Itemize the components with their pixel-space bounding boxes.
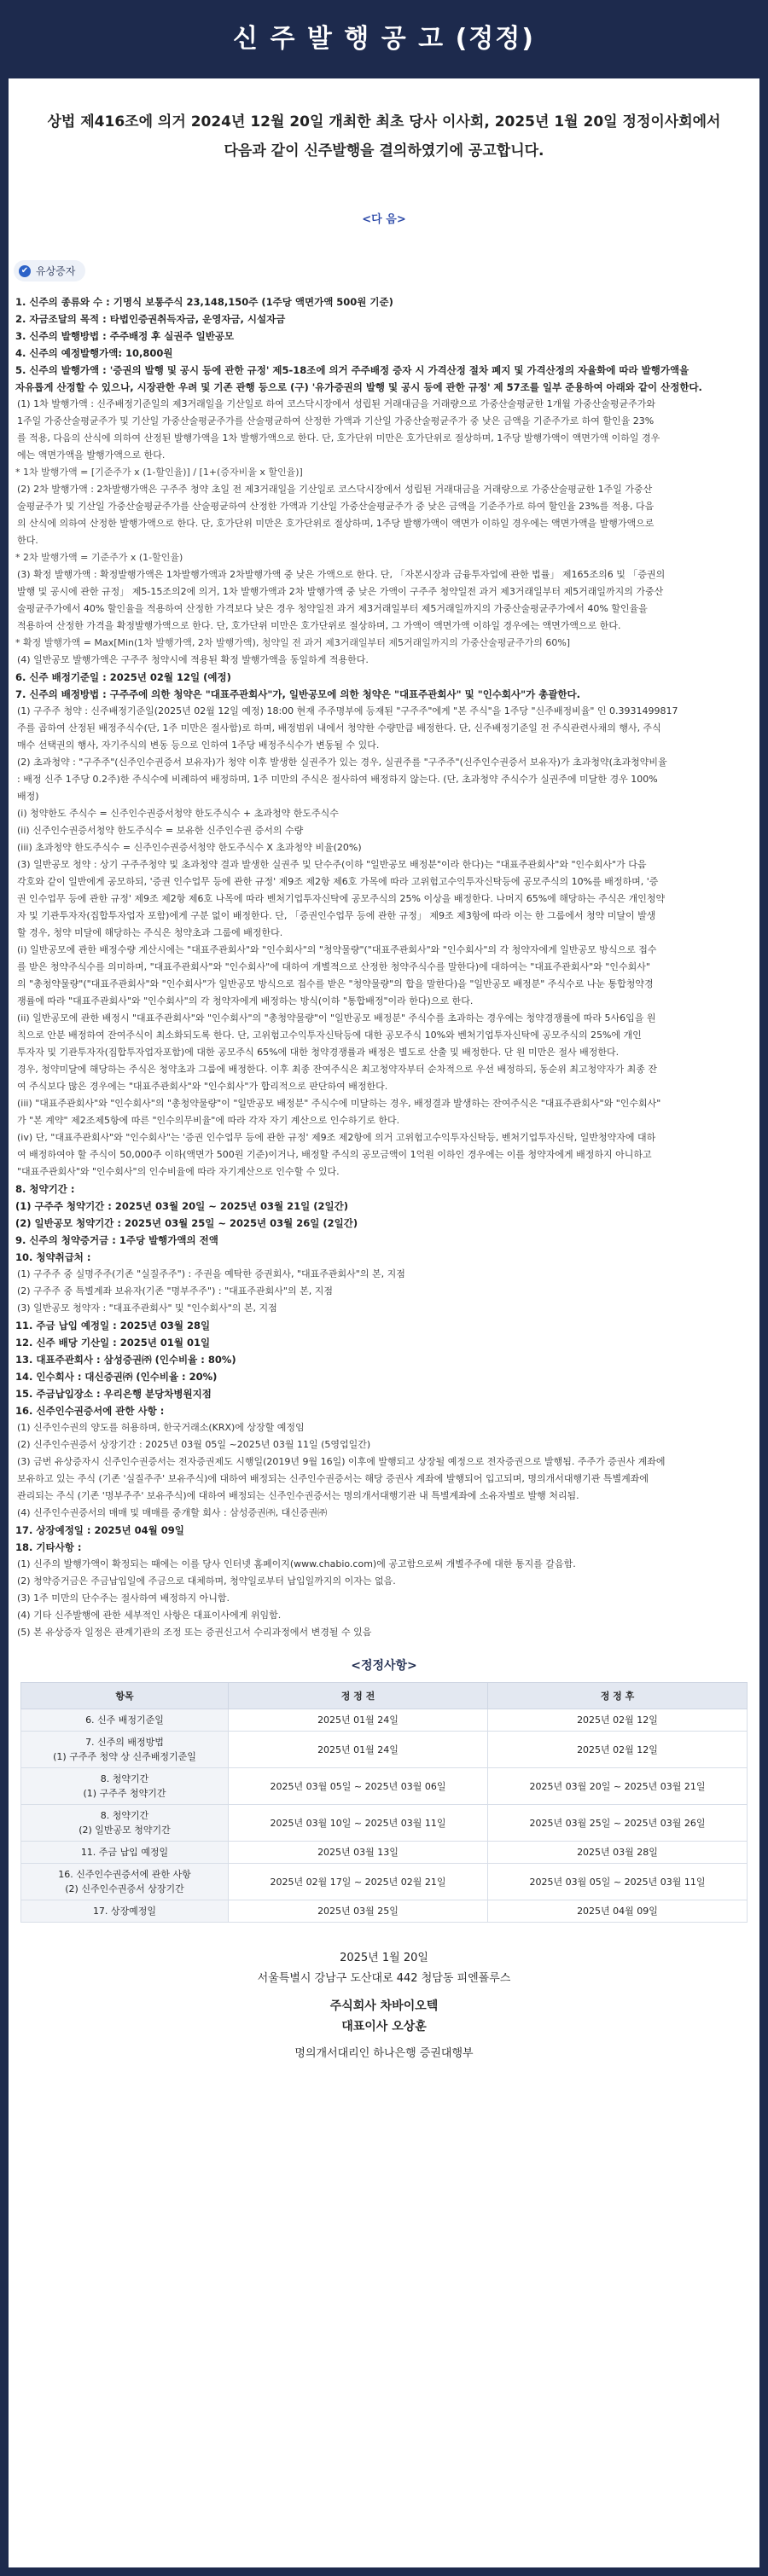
- notice-item-line: 7. 신주의 배정방법 : 구주주에 의한 청약은 "대표주관회사"가, 일반공모에 의한 청약은 "대표주관회사" 및 "인수회사"가 총괄한다.: [15, 688, 581, 700]
- notice-sub-line: (iii) "대표주관회사"와 "인수회사"의 "총청약물량"이 "일반공모 배정분" 주식수에 미달하는 경우, 배정결과 발생하는 잔여주식은 "대표주관회사"와 "인수회사": [17, 1098, 661, 1109]
- table-cell-line: 16. 신주인수권증서에 관한 사항: [58, 1869, 191, 1880]
- notice-sub-line: 투자자 및 기관투자자(집합투자업자포함)에 대한 공모주식 65%에 대한 청약경쟁률과 배정은 별도로 산출 및 배정한다. 단 원 미만은 절사 배정한다.: [17, 1047, 620, 1058]
- notice-sub-line: 술평균주가에서 40% 할인율을 적용하여 산정한 가격보다 낮은 경우 청약일전 과거 제3거래일부터 제5거래일까지의 가중산술평균주가에서 40% 할인율을: [17, 603, 648, 614]
- table-cell-label: [21, 1900, 229, 1923]
- page-title: 신 주 발 행 공 고 (정정): [0, 0, 768, 78]
- column-header-after: 정 정 후: [488, 1683, 748, 1709]
- notice-sub-line: 보유하고 있는 주식 (기존 '실질주주' 보유주식)에 대하여 배정되는 신주인수권증서는 해당 증권사 계좌에 발행되어 입고되며, 명의개서대행기관 특별계좌에: [17, 1473, 649, 1484]
- notice-sub-line: (2) 청약증거금은 주금납입일에 주금으로 대체하며, 청약일로부터 납입일까지의 이자는 없음.: [17, 1575, 396, 1587]
- notice-sub-line: (1) 1차 발행가액 : 신주배정기준일의 제3거래일을 기산일로 하여 코스닥시장에서 성립된 거래대금을 거래량으로 가중산술평균한 1개월 가중산술평균주가와: [17, 398, 656, 409]
- notice-sub-line: "대표주관회사"와 "인수회사"의 인수비율에 따라 자기계산으로 인수할 수 있다.: [17, 1166, 340, 1177]
- notice-item-line: 11. 주금 납입 예정일 : 2025년 03월 28일: [15, 1320, 211, 1332]
- notice-item-line: 4. 신주의 예정발행가액: 10,800원: [15, 347, 173, 359]
- table-row: [21, 1842, 748, 1864]
- notice-sub-line: (4) 신주인수권증서의 매매 및 매매를 중개할 회사 : 삼성증권㈜, 대신증권㈜: [17, 1507, 328, 1518]
- table-cell-label: [21, 1768, 229, 1805]
- notice-footer: [9, 1948, 759, 2064]
- notice-sub-line: 에는 액면가액을 발행가액으로 한다.: [17, 450, 166, 461]
- notice-sub-line: (1) 구주주 중 실명주주(기존 "실질주주") : 주권을 예탁한 증권회사, "대표주관회사"의 본, 지점: [17, 1268, 405, 1279]
- notice-sub-line: 여 주식보다 많은 경우에는 "대표주관회사"와 "인수회사"가 합리적으로 판단하여 배정한다.: [17, 1081, 388, 1092]
- table-cell-line: 2025년 03월 25일: [317, 1906, 399, 1917]
- notice-sub-line: (5) 본 유상증자 일정은 관계기관의 조정 또는 증권신고서 수리과정에서 변경될 수 있음: [17, 1627, 372, 1638]
- notice-sub-line: (2) 2차 발행가액 : 2차발행가액은 구주주 청약 초일 전 제3거래일을 기산일로 코스닥시장에서 성립된 거래대금을 거래량으로 가중산술평균한 1주일 가중산: [17, 484, 653, 495]
- notice-sub-line: (1) 신주인수권의 양도를 허용하며, 한국거래소(KRX)에 상장할 예정임: [17, 1422, 305, 1433]
- notice-sub-line: (iii) 초과청약 한도주식수 = 신주인수권증서청약 한도주식수 X 초과청약 비율(20%): [17, 842, 362, 853]
- notice-sub-line: 여 배정하여야 할 주식이 50,000주 이하(액면가 500원 기준)이거나, 배정할 주식의 공모금액이 1억원 이하인 경우에는 이를 청약자에게 배정하지 아니하고: [17, 1149, 652, 1160]
- table-cell-line: 2025년 03월 25일 ~ 2025년 03월 26일: [529, 1817, 706, 1829]
- table-cell-after: [488, 1900, 748, 1923]
- notice-sub-line: 의 산식에 의하여 산정한 발행가액으로 한다. 단, 호가단위 미만은 호가단위로 절상하며, 1주당 발행가액이 액면가 이하일 경우에는 액면가액을 발행가액으로: [17, 518, 655, 529]
- notice-sub-line: 칙으로 안분 배정하여 잔여주식이 최소화되도록 한다. 단, 고위험고수익투자신탁등에 대한 공모주식 10%와 벤처기업투자신탁에 공모주식의 25%에 개인: [17, 1030, 642, 1041]
- notice-formula-line: * 1차 발행가액 = [기준주가 x (1-할인율)] / [1+(증자비율 x 할인율)]: [15, 467, 303, 478]
- table-cell-line: (1) 구주주 청약 상 신주배정기준일: [53, 1751, 196, 1762]
- table-row: [21, 1709, 748, 1732]
- check-circle-icon: ✔: [19, 265, 31, 277]
- changes-table-header-row: [21, 1683, 748, 1709]
- notice-sub-line: 할 경우, 청약 미달에 해당하는 주식은 청약초과 그룹에 배정한다.: [17, 927, 283, 938]
- lead-paragraph: [9, 78, 759, 165]
- table-cell-line: 2025년 02월 12일: [577, 1714, 658, 1726]
- table-row: [21, 1900, 748, 1923]
- notice-item-line: 5. 신주의 발행가액 : '증권의 발행 및 공시 등에 관한 규정' 제5-18조에 의거 주주배정 증자 시 가격산정 절차 폐지 및 가격산정의 자율화에 따라 발행가액을: [15, 364, 689, 376]
- table-cell-line: 2025년 02월 12일: [577, 1743, 658, 1755]
- notice-sub-line: (ii) 일반공모에 관한 배정시 "대표주관회사"와 "인수회사"의 "총청약물량"이 "일반공모 배정분" 주식수를 초과하는 경우에는 청약경쟁률에 따라 5사6입을 원: [17, 1012, 656, 1024]
- notice-sub-line: (2) 초과청약 : "구주주"(신주인수권증서 보유자)가 청약 이후 발생한 실권주가 있는 경우, 실권주를 "구주주"(신주인수권증서 보유자)가 초과청약(초과청약비율: [17, 757, 667, 768]
- company-address: 서울특별시 강남구 도산대로 442 청담동 피엔폴루스: [257, 1972, 511, 1985]
- ceo-name: 대표이사 오상훈: [341, 2020, 427, 2034]
- table-cell-line: (2) 일반공모 청약기간: [79, 1825, 171, 1836]
- notice-item-line: (1) 구주주 청약기간 : 2025년 03월 20일 ~ 2025년 03월 21일 (2일간): [15, 1200, 348, 1212]
- table-cell-after: [488, 1805, 748, 1842]
- notice-item-line: 17. 상장예정일 : 2025년 04월 09일: [15, 1524, 184, 1536]
- notice-sub-line: 관리되는 주식 (기존 '명부주주' 보유주식)에 대하여 배정되는 신주인수권증서는 명의개서대행기관 내 특별계좌에 소유자별로 발행 처리됨.: [17, 1490, 579, 1501]
- notice-item-line: 6. 신주 배정기준일 : 2025년 02월 12일 (예정): [15, 671, 231, 683]
- column-header-item: 항목: [21, 1683, 229, 1709]
- notice-sub-line: 각호와 같이 일반에게 공모하되, '증권 인수업무 등에 관한 규정' 제9조 제2항 제6호 가목에 따라 고위험고수익투자신탁등에 공모주식의 10%를 배정하며, '증: [17, 876, 659, 887]
- notice-sub-line: (2) 신주인수권증서 상장기간 : 2025년 03월 05일 ~2025년 03월 11일 (5영업일간): [17, 1439, 371, 1450]
- notice-item-line: 1. 신주의 종류와 수 : 기명식 보통주식 23,148,150주 (1주당 액면가액 500원 기준): [15, 296, 393, 308]
- table-cell-before: [229, 1805, 488, 1842]
- table-cell-line: 2025년 03월 13일: [317, 1847, 399, 1858]
- table-cell-after: [488, 1842, 748, 1864]
- table-cell-line: (1) 구주주 청약기간: [83, 1788, 166, 1799]
- notice-sub-line: (iv) 단, "대표주관회사"와 "인수회사"는 '증권 인수업무 등에 관한 규정' 제9조 제2항에 의거 고위험고수익투자신탁등, 벤처기업투자신탁, 일반청약자에 대하: [17, 1132, 656, 1143]
- notice-sub-line: 매수 선택권의 행사, 자기주식의 변동 등으로 인하여 1주당 배정주식수가 변동될 수 있다.: [17, 740, 380, 751]
- notice-sub-line: (4) 기타 신주발행에 관한 세부적인 사항은 대표이사에게 위임함.: [17, 1610, 282, 1621]
- lead-line-1: 상법 제416조에 의거 2024년 12월 20일 개최한 최초 당사 이사회, 2025년 1월 20일 정정이사회에서: [47, 113, 721, 131]
- table-cell-line: 6. 신주 배정기준일: [85, 1714, 164, 1726]
- notice-sub-line: 경우, 청약미달에 해당하는 주식은 청약초과 그룹에 배정한다. 이후 최종 잔여주식은 최고청약자부터 순차적으로 우선 배정하되, 동순위 최고청약자가 최종 잔: [17, 1064, 657, 1075]
- notice-item-line: 2. 자금조달의 목적 : 타법인증권취득자금, 운영자금, 시설자금: [15, 313, 286, 325]
- table-cell-label: [21, 1842, 229, 1864]
- notice-sub-line: 주를 곱하여 산정된 배정주식수(단, 1주 미만은 절사함)로 하며, 배정범위 내에서 청약한 수량만큼 배정한다. 단, 신주배정기준일 전 주식관련사채의 행사, 주식: [17, 722, 661, 734]
- notice-sub-line: (1) 구주주 청약 : 신주배정기준일(2025년 02월 12일 예정) 18:00 현재 주주명부에 등재된 "구주주"에게 "본 주식"을 1주당 "신주배정비율" 인 0.3931499817: [17, 705, 678, 717]
- notice-body: [15, 293, 753, 1641]
- notice-sub-line: (ii) 신주인수권증서청약 한도주식수 = 보유한 신주인수권 증서의 수량: [17, 825, 304, 836]
- table-cell-before: [229, 1732, 488, 1768]
- transfer-agent: 명의개서대리인 하나은행 증권대행부: [294, 2047, 474, 2060]
- notice-item-line: 16. 신주인수권증서에 관한 사항 :: [15, 1405, 165, 1417]
- table-row: [21, 1864, 748, 1900]
- notice-sub-line: 1주일 가중산술평균주가 및 기산일 가중산술평균주가를 산술평균하여 산정한 가액과 기산일 가중산술평균주가 중 낮은 금액을 기준주가로 하여 할인율 23%: [17, 415, 655, 426]
- notice-item-line: 18. 기타사항 :: [15, 1541, 82, 1553]
- notice-sub-line: 적용하여 산정한 가격을 확정발행가액으로 한다. 단, 호가단위 미만은 호가단위로 절상하며, 그 가액이 액면가액 이하일 경우에는 액면가액으로 한다.: [17, 620, 621, 631]
- notice-item-line: 13. 대표주관회사 : 삼성증권㈜ (인수비율 : 80%): [15, 1354, 236, 1366]
- notice-sub-line: 배정): [17, 791, 39, 802]
- notice-formula-line: * 2차 발행가액 = 기준주가 x (1-할인율): [15, 552, 183, 563]
- notice-sub-line: (i) 청약한도 주식수 = 신주인수권증서청약 한도주식수 + 초과청약 한도주식수: [17, 808, 339, 819]
- notice-sub-line: 발행 및 공시에 관한 규정」 제5-15조의2에 의거, 1차 발행가액과 2차 발행가액 중 낮은 가액이 구주주 청약일전 과거 제3거래일부터 제5거래일까지의 가중산: [17, 586, 664, 597]
- table-cell-line: 2025년 01월 24일: [317, 1714, 399, 1726]
- notice-item-line: 3. 신주의 발행방법 : 주주배정 후 실권주 일반공모: [15, 330, 235, 342]
- notice-sub-line: (2) 구주주 중 특별계좌 보유자(기존 "명부주주") : "대표주관회사"의 본, 지점: [17, 1285, 333, 1297]
- notice-sub-line: 한다.: [17, 535, 38, 546]
- table-cell-before: [229, 1709, 488, 1732]
- table-cell-line: 2025년 01월 24일: [317, 1743, 399, 1755]
- notice-sub-line: 가 "본 계약" 제2조제5항에 따른 "인수의무비율"에 따라 각자 자기 계산으로 인수하기로 한다.: [17, 1115, 400, 1126]
- notice-sub-line: (3) 일반공모 청약 : 상기 구주주청약 및 초과청약 결과 발생한 실권주 및 단수주(이하 "일반공모 배정분"이라 한다)는 "대표주관회사"와 "인수회사"가 다음: [17, 859, 647, 870]
- table-cell-line: 2025년 03월 05일 ~ 2025년 03월 11일: [529, 1876, 706, 1888]
- table-cell-after: [488, 1709, 748, 1732]
- changes-title: <정정사항>: [351, 1659, 417, 1673]
- notice-item-line: 12. 신주 배당 기산일 : 2025년 01월 01일: [15, 1337, 211, 1349]
- notice-sub-line: (4) 일반공모 발행가액은 구주주 청약시에 적용된 확정 발행가액을 동일하게 적용한다.: [17, 654, 369, 665]
- notice-document: [9, 78, 759, 2567]
- table-cell-before: [229, 1900, 488, 1923]
- lead-line-2: 다음과 같이 신주발행을 결의하였기에 공고합니다.: [224, 142, 544, 160]
- table-cell-before: [229, 1842, 488, 1864]
- table-row: [21, 1768, 748, 1805]
- table-cell-line: 2025년 03월 20일 ~ 2025년 03월 21일: [529, 1780, 706, 1792]
- notice-sub-line: 술평균주가 및 기산일 가중산술평균주가를 산술평균하여 산정한 가액과 기산일 가중산술평균주가 중 낮은 금액을 기준주가로 하여 할인율 23%를 적용, 다음: [17, 501, 655, 512]
- notice-sub-line: (i) 일반공모에 관한 배정수량 계산시에는 "대표주관회사"와 "인수회사"의 "청약물량"("대표주관회사"와 "인수회사"의 각 청약자에게 일반공모 방식으로 접수: [17, 944, 657, 955]
- notice-item-line: 8. 청약기간 :: [15, 1183, 75, 1195]
- notice-item-line: 자유롭게 산정할 수 있으나, 시장관한 우려 및 기존 관행 등으로 (구) '유가증권의 발행 및 공시 등에 관한 규정' 제 57조를 일부 준용하여 아래와 같이 산정한다.: [15, 381, 702, 393]
- category-badge-label: 유상증자: [36, 265, 76, 277]
- notice-sub-line: 권 인수업무 등에 관한 규정' 제9조 제2항 제6호 나목에 따라 벤처기업투자신탁에 공모주식의 25% 이상을 배정한다. 나머지 65%에 해당하는 주식은 개인청약: [17, 893, 666, 904]
- table-cell-line: 7. 신주의 배정방법: [85, 1737, 164, 1748]
- table-cell-after: [488, 1768, 748, 1805]
- table-cell-before: [229, 1768, 488, 1805]
- table-cell-line: 2025년 03월 10일 ~ 2025년 03월 11일: [270, 1817, 446, 1829]
- notice-sub-line: 를 적용, 다음의 산식에 의하여 산정된 발행가액을 1차 발행가액으로 한다. 단, 호가단위 미만은 호가단위로 절상하며, 1주당 발행가액이 액면가액 이하일 경우: [17, 432, 660, 444]
- notice-sub-line: : 배정 신주 1주당 0.2주)한 주식수에 비례하여 배정하며, 1주 미만의 주식은 절사하여 배정하지 않는다. (단, 초과청약 주식수가 실권주에 미달한 경우 100%: [17, 774, 658, 785]
- table-cell-line: 8. 청약기간: [100, 1773, 149, 1784]
- table-cell-after: [488, 1732, 748, 1768]
- table-cell-line: 2025년 04월 09일: [577, 1906, 658, 1917]
- table-row: [21, 1805, 748, 1842]
- notice-sub-line: (1) 신주의 발행가액이 확정되는 때에는 이를 당사 인터넷 홈페이지(www.chabio.com)에 공고함으로써 개별주주에 대한 통지를 갈음함.: [17, 1558, 576, 1569]
- notice-sub-line: (3) 1주 미만의 단수주는 절사하여 배정하지 아니함.: [17, 1593, 230, 1604]
- notice-sub-line: (3) 확정 발행가액 : 확정발행가액은 1차발행가액과 2차발행가액 중 낮은 가액으로 한다. 단, 「자본시장과 금융투자업에 관한 법률」 제165조의6 및 「증권의: [17, 569, 666, 580]
- table-cell-before: [229, 1864, 488, 1900]
- notice-date: 2025년 1월 20일: [340, 1952, 428, 1964]
- section-heading-details: <다 음>: [362, 213, 406, 226]
- table-cell-line: 11. 주금 납입 예정일: [80, 1847, 169, 1858]
- table-cell-line: 8. 청약기간: [100, 1810, 149, 1821]
- notice-item-line: 10. 청약취급처 :: [15, 1251, 91, 1263]
- column-header-before: 정 정 전: [229, 1683, 488, 1709]
- table-cell-line: (2) 신주인수권증서 상장기간: [65, 1883, 184, 1894]
- category-badge: [14, 260, 85, 281]
- table-cell-label: [21, 1732, 229, 1768]
- notice-item-line: 14. 인수회사 : 대신증권㈜ (인수비율 : 20%): [15, 1371, 218, 1383]
- table-cell-line: 17. 상장예정일: [92, 1906, 157, 1917]
- changes-table: [20, 1682, 748, 1923]
- notice-sub-line: 를 받은 청약주식수를 의미하며, "대표주관회사"와 "인수회사"에 대하여 개별적으로 산정한 청약주식수를 말한다)에 대하여는 "대표주관회사"와 "인수회사": [17, 961, 650, 972]
- company-name: 주식회사 차바이오텍: [329, 1999, 439, 2013]
- table-cell-label: [21, 1805, 229, 1842]
- table-cell-after: [488, 1864, 748, 1900]
- notice-formula-line: * 확정 발행가액 = Max[Min(1차 발행가액, 2차 발행가액), 청약일 전 과거 제3거래일부터 제5거래일까지의 가중산술평균주가의 60%]: [15, 637, 571, 648]
- table-cell-label: [21, 1709, 229, 1732]
- notice-sub-line: 자 및 기관투자자(집합투자업자 포함)에게 구분 없이 배정한다. 단, 「증권인수업무 등에 관한 규정」 제9조 제3항에 따라 이는 한 그룹에서 청약 미달이 발생: [17, 910, 656, 921]
- notice-sub-line: 의 "총청약물량"("대표주관회사"와 "인수회사"가 일반공모 방식으로 접수를 받은 "청약물량"의 합을 말한다)을 "일반공모 배정분" 주식수로 나눈 통합청약경: [17, 978, 654, 989]
- table-cell-line: 2025년 02월 17일 ~ 2025년 02월 21일: [270, 1876, 446, 1888]
- notice-sub-line: (3) 일반공모 청약자 : "대표주관회사" 및 "인수회사"의 본, 지점: [17, 1303, 277, 1314]
- table-row: [21, 1732, 748, 1768]
- table-cell-label: [21, 1864, 229, 1900]
- notice-sub-line: (3) 금번 유상증자시 신주인수권증서는 전자증권제도 시행일(2019년 9월 16일) 이후에 발행되고 상장될 예정으로 전자증권으로 발행됨. 주주가 증권사 계좌에: [17, 1456, 666, 1467]
- table-cell-line: 2025년 03월 05일 ~ 2025년 03월 06일: [270, 1780, 446, 1792]
- notice-sub-line: 쟁률에 따라 "대표주관회사"와 "인수회사"의 각 청약자에게 배정하는 방식(이하 "통합배정"이라 한다)으로 한다.: [17, 995, 474, 1007]
- notice-item-line: (2) 일반공모 청약기간 : 2025년 03월 25일 ~ 2025년 03월 26일 (2일간): [15, 1217, 358, 1229]
- table-cell-line: 2025년 03월 28일: [577, 1847, 658, 1858]
- notice-item-line: 15. 주금납입장소 : 우리은행 분당차병원지점: [15, 1388, 212, 1400]
- notice-item-line: 9. 신주의 청약증거금 : 1주당 발행가액의 전액: [15, 1234, 218, 1246]
